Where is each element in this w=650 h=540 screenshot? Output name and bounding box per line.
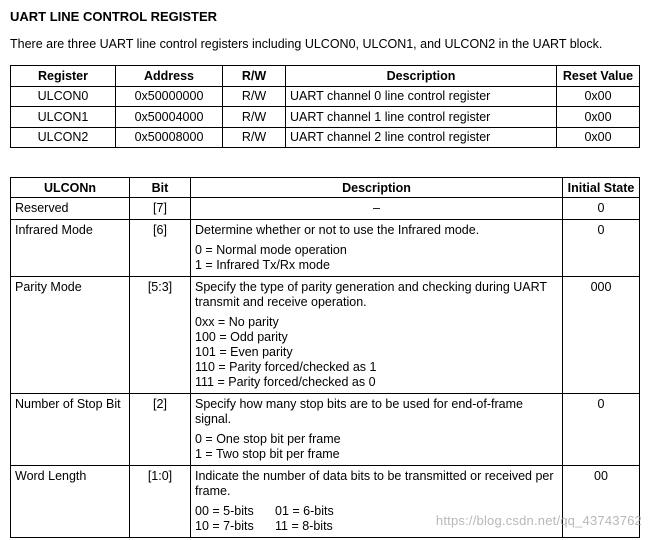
table-row <box>11 107 640 128</box>
field-description-cell <box>191 277 563 394</box>
field-option: 0 = Normal mode operation <box>195 243 347 257</box>
table-row <box>11 277 640 394</box>
table-row <box>11 127 640 148</box>
field-bit: [7] <box>130 198 191 220</box>
field-bit: [1:0] <box>130 466 191 538</box>
field-bit: [6] <box>130 220 191 277</box>
header-description: Description <box>286 66 557 87</box>
field-option: 1 = Infrared Tx/Rx mode <box>195 258 330 272</box>
register-reset-value: 0x00 <box>557 86 640 107</box>
table-header-row <box>11 66 640 87</box>
header-ulconn: ULCONn <box>11 178 130 198</box>
field-bit: [2] <box>130 394 191 466</box>
field-name: Number of Stop Bit <box>11 394 130 466</box>
field-description: Indicate the number of data bits to be transmitted or received per frame. <box>195 469 554 498</box>
register-rw: R/W <box>223 107 286 128</box>
header-register: Register <box>11 66 116 87</box>
header-bit: Bit <box>130 178 191 198</box>
register-address: 0x50008000 <box>116 127 223 148</box>
register-name: ULCON2 <box>11 127 116 148</box>
field-option: 10 = 7-bits <box>195 519 254 533</box>
field-option: 101 = Even parity <box>195 345 293 359</box>
field-initial-state: 0 <box>563 220 640 277</box>
watermark: https://blog.csdn.net/qq_43743762 <box>435 513 642 528</box>
field-option: 110 = Parity forced/checked as 1 <box>195 360 377 374</box>
field-name: Infrared Mode <box>11 220 130 277</box>
header-initial-state: Initial State <box>563 178 640 198</box>
field-option: 00 = 5-bits <box>195 504 254 518</box>
table-row <box>11 394 640 466</box>
register-description: UART channel 1 line control register <box>286 107 557 128</box>
register-address: 0x50000000 <box>116 86 223 107</box>
register-reset-value: 0x00 <box>557 107 640 128</box>
field-description: Specify the type of parity generation and checking during UART transmit and receive operation. <box>195 280 547 309</box>
field-description-cell <box>191 220 563 277</box>
field-description: Determine whether or not to use the Infrared mode. <box>195 223 480 237</box>
register-rw: R/W <box>223 127 286 148</box>
register-address: 0x50004000 <box>116 107 223 128</box>
field-option: 01 = 6-bits <box>275 504 334 518</box>
field-name: Parity Mode <box>11 277 130 394</box>
intro-text: There are three UART line control registers including ULCON0, ULCON1, and ULCON2 in the UART block. <box>10 37 603 51</box>
header-rw: R/W <box>223 66 286 87</box>
field-name: Reserved <box>11 198 130 220</box>
register-description: UART channel 0 line control register <box>286 86 557 107</box>
field-initial-state: 0 <box>563 394 640 466</box>
field-option: 1 = Two stop bit per frame <box>195 447 340 461</box>
field-options <box>195 432 558 462</box>
field-option: 100 = Odd parity <box>195 330 288 344</box>
header-address: Address <box>116 66 223 87</box>
header-reset-value: Reset Value <box>557 66 640 87</box>
register-name: ULCON0 <box>11 86 116 107</box>
register-rw: R/W <box>223 86 286 107</box>
bit-field-table <box>10 177 640 538</box>
field-options <box>195 315 558 390</box>
field-option: 0xx = No parity <box>195 315 279 329</box>
table-row <box>11 220 640 277</box>
field-description: – <box>191 198 563 220</box>
page-title: UART LINE CONTROL REGISTER <box>10 9 218 24</box>
field-bit: [5:3] <box>130 277 191 394</box>
field-option: 0 = One stop bit per frame <box>195 432 341 446</box>
field-initial-state: 0 <box>563 198 640 220</box>
header-description: Description <box>191 178 563 198</box>
field-option: 111 = Parity forced/checked as 0 <box>195 375 376 389</box>
field-initial-state: 000 <box>563 277 640 394</box>
table-row <box>11 198 640 220</box>
field-options <box>195 243 558 273</box>
field-description: Specify how many stop bits are to be used for end-of-frame signal. <box>195 397 523 426</box>
table-header-row <box>11 178 640 198</box>
register-name: ULCON1 <box>11 107 116 128</box>
table-row <box>11 86 640 107</box>
field-name: Word Length <box>11 466 130 538</box>
field-option: 11 = 8-bits <box>275 519 333 533</box>
register-reset-value: 0x00 <box>557 127 640 148</box>
field-description-cell <box>191 394 563 466</box>
register-address-table <box>10 65 640 148</box>
register-description: UART channel 2 line control register <box>286 127 557 148</box>
field-initial-state: 00 <box>563 466 640 538</box>
